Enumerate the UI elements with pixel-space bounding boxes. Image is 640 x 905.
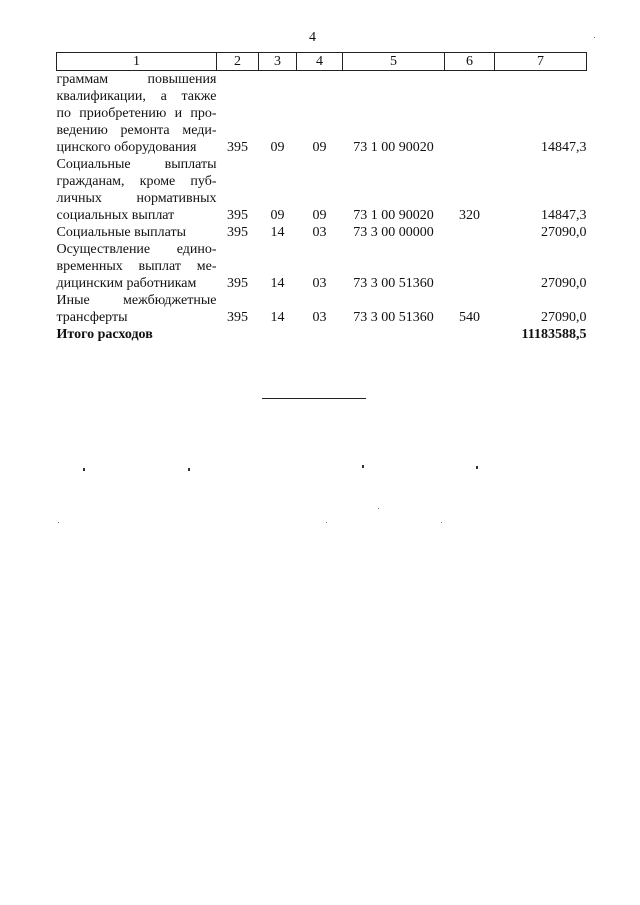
cell-col-6 bbox=[445, 71, 495, 157]
row-name-cell bbox=[57, 292, 217, 326]
row-name-line: по приобретению и про- bbox=[56, 106, 217, 121]
cell-col-2: 395 bbox=[227, 310, 248, 325]
cell-col-7: 27090,0 bbox=[541, 276, 587, 291]
cell-col-3: 09 bbox=[270, 208, 285, 223]
row-name-cell bbox=[57, 156, 217, 224]
row-name-line: трансферты bbox=[56, 310, 128, 325]
table-row bbox=[57, 71, 587, 157]
cell-col-4: 03 bbox=[312, 276, 327, 291]
cell-col-5: 73 3 00 51360 bbox=[353, 310, 434, 325]
cell-col-2: 395 bbox=[227, 140, 248, 155]
column-header-3: 3 bbox=[259, 53, 297, 71]
separator-line bbox=[262, 398, 366, 399]
total-spacer bbox=[343, 326, 445, 343]
cell-col-6: 320 bbox=[459, 208, 480, 223]
row-name-cell bbox=[57, 71, 217, 157]
row-name-line: граммам повышения bbox=[56, 72, 217, 87]
scan-speck bbox=[188, 468, 190, 471]
column-header-2: 2 bbox=[217, 53, 259, 71]
scan-speck bbox=[594, 37, 595, 38]
row-name-line: социальных выплат bbox=[56, 208, 175, 223]
column-header-6: 6 bbox=[445, 53, 495, 71]
cell-col-2: 395 bbox=[227, 225, 248, 240]
scan-speck bbox=[58, 522, 59, 523]
scan-speck bbox=[378, 508, 379, 509]
row-name-line: Социальные выплаты bbox=[56, 225, 187, 240]
table-row bbox=[57, 292, 587, 326]
cell-col-3: 14 bbox=[270, 276, 285, 291]
row-name-line: гражданам, кроме пуб- bbox=[56, 174, 217, 189]
column-header-7: 7 bbox=[495, 53, 587, 71]
cell-col-4: 09 bbox=[312, 140, 327, 155]
row-name-cell bbox=[57, 241, 217, 292]
row-name-line: временных выплат ме- bbox=[56, 259, 217, 274]
scan-speck bbox=[362, 465, 364, 468]
total-label: Итого расходов bbox=[56, 327, 153, 342]
total-row bbox=[57, 326, 587, 343]
row-name-line: цинского оборудования bbox=[56, 140, 197, 155]
cell-col-7: 14847,3 bbox=[541, 208, 587, 223]
row-name-line: ведению ремонта меди- bbox=[56, 123, 217, 138]
budget-table bbox=[56, 52, 587, 343]
row-name-line: Иные межбюджетные bbox=[56, 293, 217, 308]
cell-col-3: 14 bbox=[270, 310, 285, 325]
row-name-line: Социальные выплаты bbox=[56, 157, 217, 172]
column-header-5: 5 bbox=[343, 53, 445, 71]
cell-col-2: 395 bbox=[227, 276, 248, 291]
cell-col-5: 73 3 00 00000 bbox=[353, 225, 434, 240]
column-header-1: 1 bbox=[57, 53, 217, 71]
cell-col-7: 14847,3 bbox=[541, 140, 587, 155]
row-name-line: дицинским работникам bbox=[56, 276, 197, 291]
row-name-line: Осуществление едино- bbox=[56, 242, 217, 257]
row-name-cell bbox=[57, 224, 217, 241]
table-row bbox=[57, 224, 587, 241]
cell-col-5: 73 3 00 51360 bbox=[353, 276, 434, 291]
scan-speck bbox=[326, 522, 327, 523]
row-name-line: квалификации, а также bbox=[56, 89, 217, 104]
cell-col-6 bbox=[445, 224, 495, 241]
cell-col-2: 395 bbox=[227, 208, 248, 223]
cell-col-4: 09 bbox=[312, 208, 327, 223]
cell-col-4: 03 bbox=[312, 225, 327, 240]
cell-col-5: 73 1 00 90020 bbox=[353, 208, 434, 223]
cell-col-6: 540 bbox=[459, 310, 480, 325]
scan-speck bbox=[83, 468, 85, 471]
scan-speck bbox=[476, 466, 478, 469]
cell-col-7: 27090,0 bbox=[541, 225, 587, 240]
page-number: 4 bbox=[309, 30, 316, 45]
cell-col-6 bbox=[445, 241, 495, 292]
table-header-row bbox=[57, 53, 587, 71]
total-value: 11183588,5 bbox=[521, 327, 587, 342]
cell-col-5: 73 1 00 90020 bbox=[353, 140, 434, 155]
column-header-4: 4 bbox=[297, 53, 343, 71]
row-name-line: личных нормативных bbox=[56, 191, 217, 206]
cell-col-7: 27090,0 bbox=[541, 310, 587, 325]
total-spacer bbox=[445, 326, 495, 343]
cell-col-4: 03 bbox=[312, 310, 327, 325]
table-row bbox=[57, 241, 587, 292]
table-row bbox=[57, 156, 587, 224]
cell-col-3: 09 bbox=[270, 140, 285, 155]
scan-speck bbox=[441, 522, 442, 523]
total-spacer bbox=[297, 326, 343, 343]
cell-col-3: 14 bbox=[270, 225, 285, 240]
